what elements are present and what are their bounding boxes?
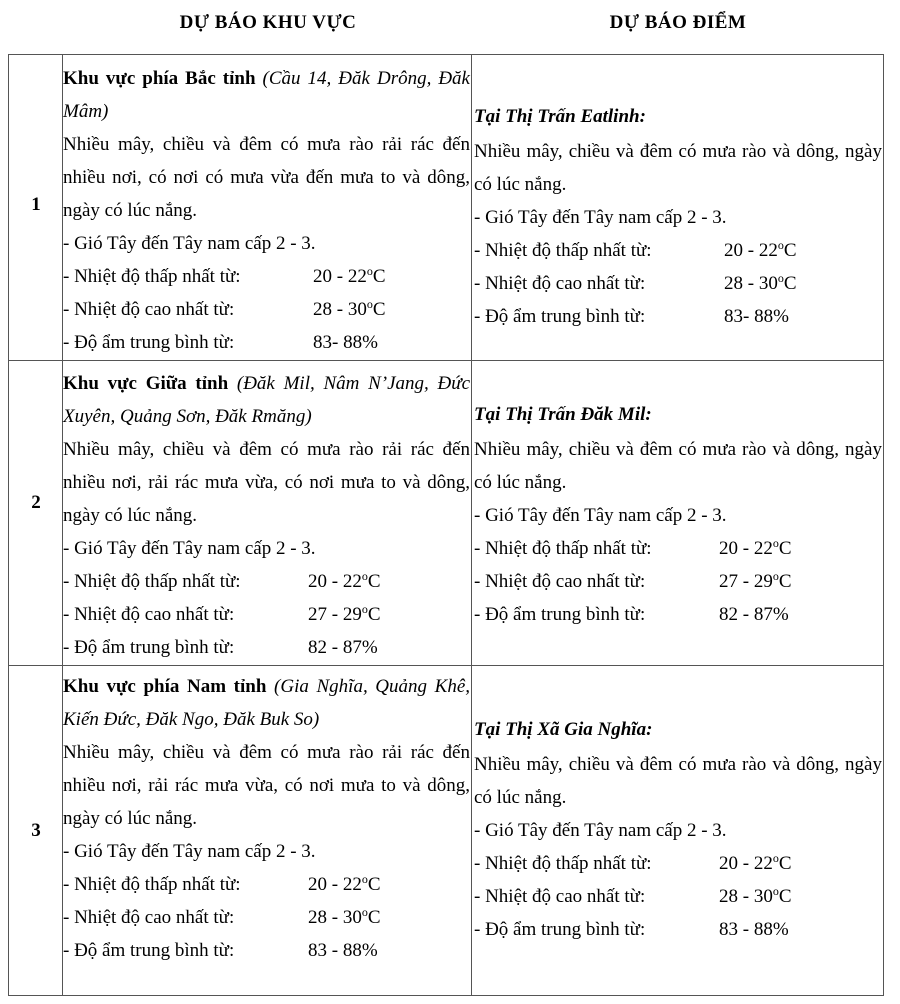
row-number: 3 <box>31 820 41 841</box>
point-title: Tại Thị Xã Gia Nghĩa: <box>474 719 653 740</box>
point-forecast-cell <box>474 100 882 333</box>
regional-forecast-cell <box>63 62 470 359</box>
region-tmax-row: - Nhiệt độ cao nhất từ: 28 - 30$^o$C <box>63 293 470 326</box>
point-humidity-row: - Độ ẩm trung bình từ: 83- 88% <box>474 306 789 327</box>
region-wind: - Gió Tây đến Tây nam cấp 2 - 3. <box>63 538 316 559</box>
humidity-value: 83- 88% <box>313 332 378 353</box>
table-divider-mid <box>471 54 472 996</box>
point-description: Nhiều mây, chiều và đêm có mưa rào và dông, ngày có lúc nắng. <box>474 754 882 808</box>
row-divider-2 <box>8 665 884 666</box>
point-description: Nhiều mây, chiều và đêm có mưa rào và dông, ngày có lúc nắng. <box>474 141 882 195</box>
tmax-label: - Nhiệt độ cao nhất từ: <box>63 299 235 320</box>
region-title: Khu vực phía Bắc tỉnh <box>63 68 256 89</box>
region-humidity-row <box>63 326 470 359</box>
point-title: Tại Thị Trấn Eatlinh: <box>474 106 646 127</box>
tmax-value: 28 - 30 <box>313 299 367 320</box>
point-tmin-row: - Nhiệt độ thấp nhất từ: 20 - 22$^o$C <box>474 536 792 559</box>
region-tmax-row: - Nhiệt độ cao nhất từ: 28 - 30$^o$C <box>63 905 381 928</box>
row-divider-1 <box>8 360 884 361</box>
point-tmax-row: - Nhiệt độ cao nhất từ: 27 - 29$^o$C <box>474 569 792 592</box>
point-forecast-cell <box>474 713 882 946</box>
region-tmin-row: - Nhiệt độ thấp nhất từ: 20 - 22$^o$C <box>63 569 381 592</box>
point-description: Nhiều mây, chiều và đêm có mưa rào và dông, ngày có lúc nắng. <box>474 439 882 493</box>
region-areas: (Cầu 14, Đăk Drông, Đăk Mâm) <box>63 68 470 122</box>
region-wind: - Gió Tây đến Tây nam cấp 2 - 3. <box>63 841 316 862</box>
region-wind: - Gió Tây đến Tây nam cấp 2 - 3. <box>63 233 316 254</box>
row-number: 1 <box>31 194 41 215</box>
region-heading: Khu vực phía Nam tỉnh (Gia Nghĩa, Quảng Khê, Kiến Đức, Đăk Ngo, Đăk Buk So) <box>63 676 471 730</box>
row-number: 2 <box>31 492 41 513</box>
point-forecast-cell <box>474 398 882 631</box>
point-wind: - Gió Tây đến Tây nam cấp 2 - 3. <box>474 505 727 526</box>
region-description: Nhiều mây, chiều và đêm có mưa rào rải rác đến nhiều nơi, rải rác mưa vừa, có nơi mưa to và dông, ngày có lúc nắng. <box>63 742 470 829</box>
region-heading <box>63 62 470 128</box>
point-wind: - Gió Tây đến Tây nam cấp 2 - 3. <box>474 207 727 228</box>
point-tmax-row: - Nhiệt độ cao nhất từ: 28 - 30$^o$C <box>474 884 792 907</box>
point-humidity-row: - Độ ẩm trung bình từ: 83 - 88% <box>474 919 789 940</box>
point-tmin-row: - Nhiệt độ thấp nhất từ: 20 - 22$^o$C <box>474 851 792 874</box>
point-tmax-row: - Nhiệt độ cao nhất từ: 28 - 30$^o$C <box>474 271 797 294</box>
point-title: Tại Thị Trấn Đăk Mil: <box>474 404 652 425</box>
region-tmin-row: - Nhiệt độ thấp nhất từ: 20 - 22$^o$C <box>63 872 381 895</box>
regional-forecast-cell <box>63 670 470 967</box>
region-humidity-row: - Độ ẩm trung bình từ: 83 - 88% <box>63 940 378 961</box>
region-humidity-row: - Độ ẩm trung bình từ: 82 - 87% <box>63 637 378 658</box>
region-description: Nhiều mây, chiều và đêm có mưa rào rải rác đến nhiều nơi, rải rác mưa vừa, có nơi mưa to và dông, ngày có lúc nắng. <box>63 439 470 526</box>
tmin-value: 20 - 22 <box>313 266 367 287</box>
table-border-bottom <box>8 995 884 996</box>
tmin-label: - Nhiệt độ thấp nhất từ: <box>63 266 241 287</box>
humidity-label: - Độ ẩm trung bình từ: <box>63 332 235 353</box>
table-border-top <box>8 54 884 55</box>
table-border-right <box>883 54 884 996</box>
region-description: Nhiều mây, chiều và đêm có mưa rào rải rác đến nhiều nơi, có nơi có mưa vừa đến mưa to và dông, ngày có lúc nắng. <box>63 134 470 221</box>
point-humidity-row: - Độ ẩm trung bình từ: 82 - 87% <box>474 604 789 625</box>
header-regional-forecast: DỰ BÁO KHU VỰC <box>179 12 357 33</box>
region-tmax-row: - Nhiệt độ cao nhất từ: 27 - 29$^o$C <box>63 602 381 625</box>
region-heading: Khu vực Giữa tỉnh (Đăk Mil, Nâm N’Jang, Đức Xuyên, Quảng Sơn, Đăk Rmăng) <box>63 373 470 427</box>
regional-forecast-cell <box>63 367 470 664</box>
header-point-forecast: DỰ BÁO ĐIỂM <box>609 12 747 33</box>
point-wind: - Gió Tây đến Tây nam cấp 2 - 3. <box>474 820 727 841</box>
region-tmin-row: - Nhiệt độ thấp nhất từ: 20 - 22$^o$C <box>63 260 470 293</box>
point-tmin-row: - Nhiệt độ thấp nhất từ: 20 - 22$^o$C <box>474 238 797 261</box>
